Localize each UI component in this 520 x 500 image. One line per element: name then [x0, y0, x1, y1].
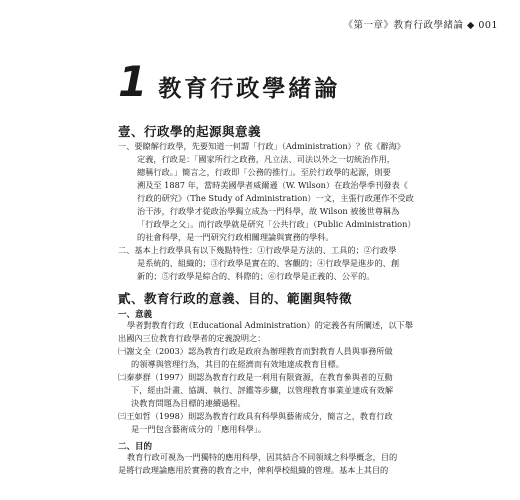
paragraph-line: ㈠謝文全（2003）認為教育行政是政府為辦理教育而對教育人員與事務所做 — [118, 346, 393, 356]
paragraph-line: ㈡秦夢群（1997）則認為教育行政是一利用有限資源，在教育參與者的互動 — [118, 372, 393, 382]
paragraph-line: 的社會科學，是一門研究行政相關理論與實務的學科。 — [137, 232, 334, 242]
paragraph-line: 新的；⑤行政學是綜合的、科際的；⑥行政學是正義的、公平的。 — [137, 271, 375, 281]
paragraph-line: 「行政學之父」。而行政學就是研究「公共行政」（Public Administration） — [137, 219, 416, 229]
running-header: 《第一章》教育行政學緒論 ◆ 001 — [343, 20, 498, 31]
section-heading: 貳、教育行政的意義、目的、範圍與特徵 — [118, 291, 353, 306]
paragraph-line: 教育行政可視為一門獨特的應用科學，因其結合不同領域之科學概念，目的 — [127, 452, 398, 462]
paragraph-line: 溯及至 1887 年，當時美國學者威爾遜（W. Wilson）在政治學季刊發表《 — [137, 180, 408, 190]
subsection-heading: 二、目的 — [118, 442, 153, 452]
paragraph-line: 總稱行政。」簡言之，行政即「公務的推行」。至於行政學的起源，則要 — [137, 167, 391, 177]
paragraph-line: 是系統的、組織的；③行政學是實在的、客觀的；④行政學是進步的、創 — [137, 258, 400, 268]
paragraph-line: 是將行政理論應用於實務的教育之中，俾利學校組織的管理。基本上其目的 — [118, 465, 389, 475]
paragraph-line: ㈢王如哲（1998）則認為教育行政具有科學與藝術成分，簡言之，教育行政 — [118, 411, 393, 421]
paragraph-line: 一、要瞭解行政學，先要知道一何謂「行政」（Administration）？依《辭海》 — [118, 141, 405, 151]
paragraph-line: 下，經由計畫、協調、執行、評鑑等步驟，以管理教育事業並達成有效解 — [131, 385, 394, 395]
paragraph-line: 的領導與管理行為，其目的在經濟而有效地達成教育目標。 — [131, 359, 344, 369]
paragraph-line: 學者對教育行政（Educational Administration）的定義各有所闡述，以下舉 — [127, 320, 413, 330]
paragraph-line: 是一門包含藝術成分的「應用科學」。 — [131, 424, 267, 434]
paragraph-line: 定義，行政是：「國家所行之政務，凡立法、司法以外之一切統治作用， — [137, 154, 395, 164]
chapter-heading — [118, 57, 341, 106]
chapter-number: 1 — [118, 57, 147, 106]
section-heading: 壹、行政學的起源與意義 — [118, 124, 262, 139]
paragraph-line: 決教育問題為目標的連續過程。 — [131, 398, 246, 408]
subsection-heading: 一、意義 — [118, 310, 153, 320]
paragraph-line: 行政的研究》（The Study of Administration）一文，主張行政運作不受政 — [137, 193, 414, 203]
paragraph-line: 治干涉，行政學才從政治學獨立成為一門科學，故 Wilson 被後世尊稱為 — [137, 206, 400, 216]
paragraph-line: 出國內三位教育行政學者的定義說明之： — [118, 333, 266, 343]
paragraph-line: 二、基本上行政學具有以下幾點特性：①行政學是方法的、工具的；②行政學 — [118, 245, 397, 255]
chapter-title: 教育行政學緒論 — [158, 76, 341, 102]
